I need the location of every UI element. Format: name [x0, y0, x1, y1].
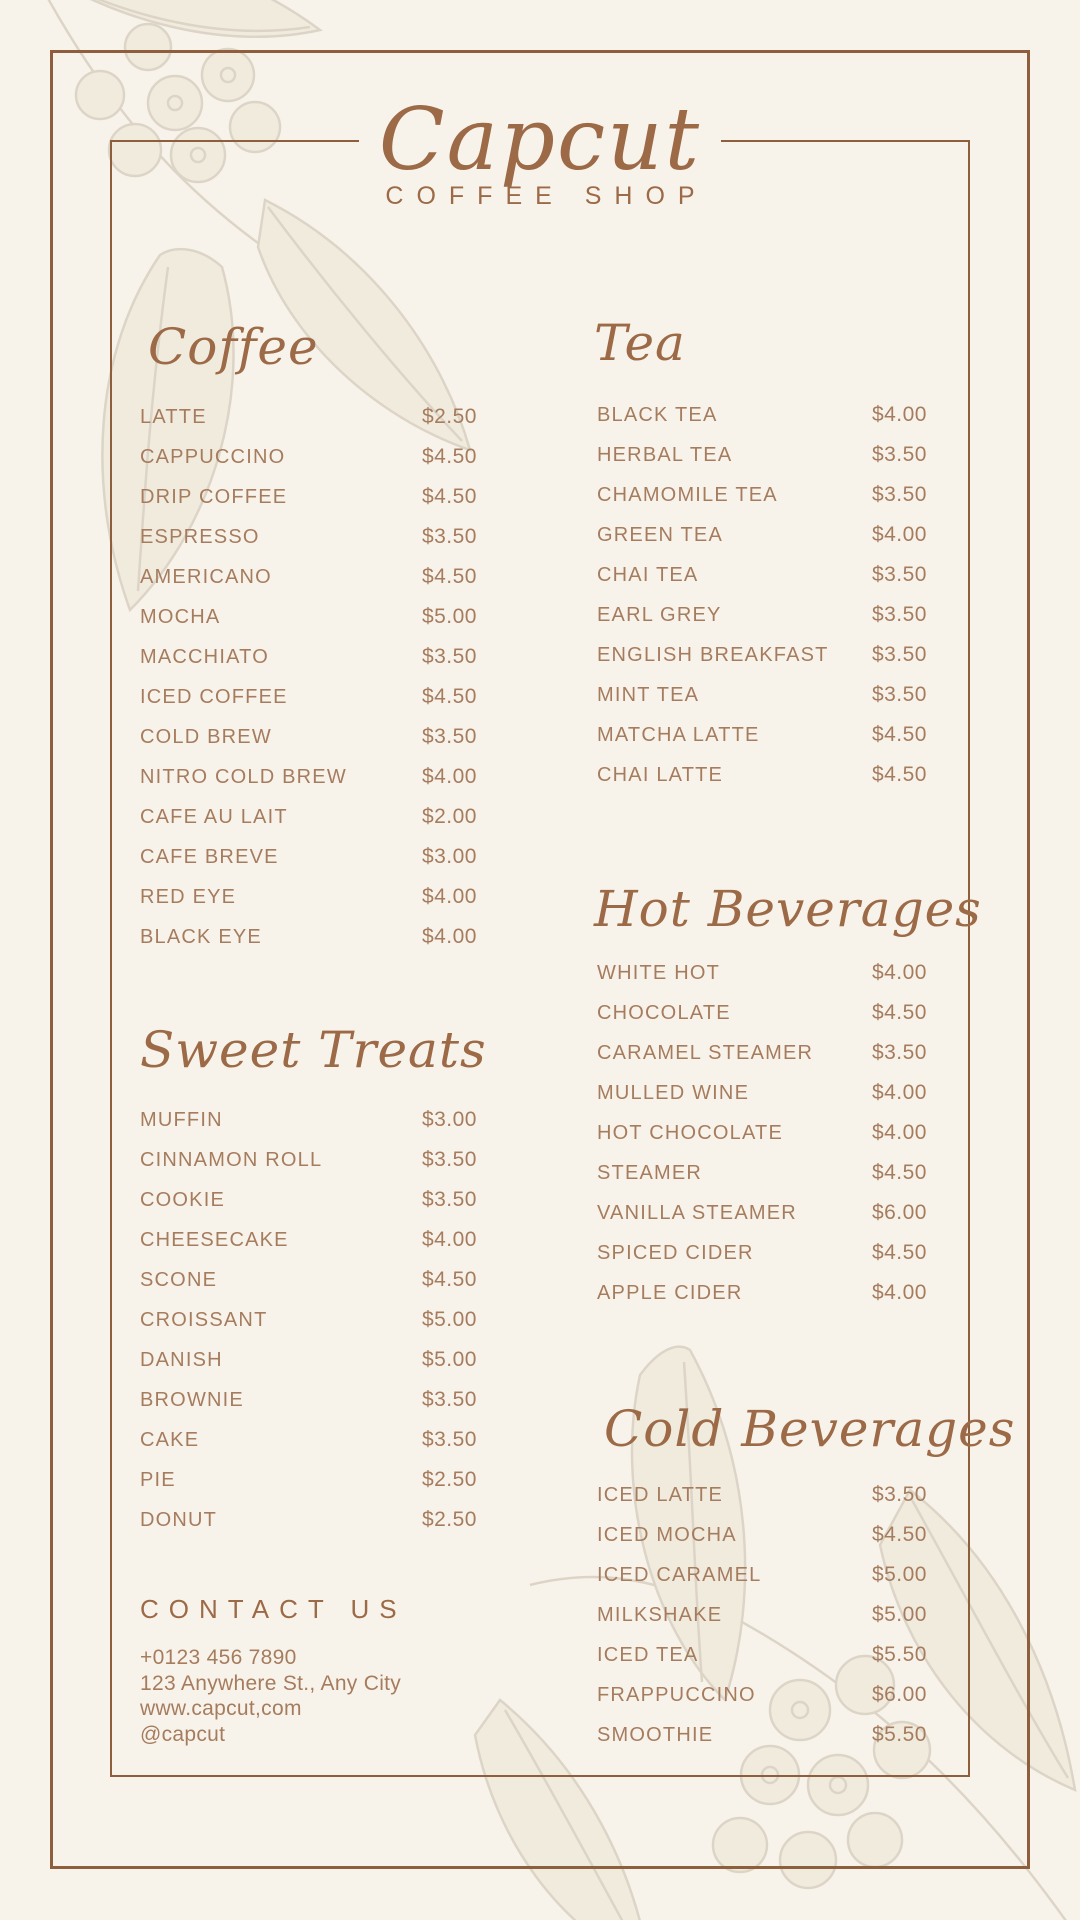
menu-item-price: $4.50: [421, 685, 477, 708]
menu-item-name: CAKE: [140, 1428, 200, 1451]
menu-item-row: [140, 477, 477, 517]
tea-item-list: [597, 395, 927, 795]
menu-item-row: [597, 475, 927, 515]
coffee-section-title: Coffee: [148, 318, 319, 376]
menu-item-name: HERBAL TEA: [597, 443, 733, 466]
menu-item-name: APPLE CIDER: [597, 1281, 743, 1304]
contact-title: CONTACT US: [140, 1594, 407, 1624]
menu-item-name: CARAMEL STEAMER: [597, 1041, 814, 1064]
contact-line: 123 Anywhere St., Any City: [140, 1671, 402, 1695]
menu-item-price: $3.50: [871, 483, 927, 506]
menu-item-name: PIE: [140, 1468, 176, 1491]
menu-item-row: [140, 1340, 477, 1380]
menu-item-name: CINNAMON ROLL: [140, 1148, 323, 1171]
menu-item-name: DANISH: [140, 1348, 223, 1371]
menu-item-price: $2.50: [421, 405, 477, 428]
menu-item-price: $3.50: [421, 525, 477, 548]
menu-item-row: [140, 1300, 477, 1340]
menu-item-row: [597, 635, 927, 675]
menu-item-name: FRAPPUCCINO: [597, 1683, 756, 1706]
menu-item-price: $3.50: [871, 563, 927, 586]
menu-item-row: [597, 395, 927, 435]
menu-item-price: $4.00: [871, 523, 927, 546]
menu-item-row: [597, 1153, 927, 1193]
menu-item-price: $4.50: [871, 763, 927, 786]
menu-item-price: $3.50: [421, 645, 477, 668]
menu-item-name: EARL GREY: [597, 603, 722, 626]
menu-item-price: $3.50: [871, 683, 927, 706]
menu-item-row: [140, 1500, 477, 1540]
menu-item-row: [140, 637, 477, 677]
menu-item-row: [140, 1460, 477, 1500]
menu-item-name: SPICED CIDER: [597, 1241, 754, 1264]
menu-item-name: NITRO COLD BREW: [140, 765, 347, 788]
menu-item-row: [597, 953, 927, 993]
menu-item-price: $4.50: [871, 1523, 927, 1546]
menu-item-price: $5.00: [421, 1348, 477, 1371]
cold-beverages-item-list: [597, 1475, 927, 1755]
menu-item-price: $4.00: [871, 961, 927, 984]
menu-item-row: [140, 437, 477, 477]
menu-item-name: AMERICANO: [140, 565, 272, 588]
menu-item-row: [597, 675, 927, 715]
menu-item-name: COLD BREW: [140, 725, 272, 748]
menu-item-price: $2.50: [421, 1468, 477, 1491]
menu-item-row: [140, 517, 477, 557]
menu-item-name: VANILLA STEAMER: [597, 1201, 797, 1224]
menu-item-name: MATCHA LATTE: [597, 723, 760, 746]
menu-item-price: $5.00: [871, 1603, 927, 1626]
menu-item-row: [597, 595, 927, 635]
menu-item-row: [140, 797, 477, 837]
menu-item-price: $3.50: [421, 1148, 477, 1171]
menu-item-name: DRIP COFFEE: [140, 485, 288, 508]
menu-item-name: CAFE BREVE: [140, 845, 279, 868]
menu-item-price: $3.50: [421, 725, 477, 748]
sweet-treats-section-title: Sweet Treats: [140, 1021, 487, 1079]
menu-item-name: RED EYE: [140, 885, 237, 908]
menu-item-name: BLACK TEA: [597, 403, 718, 426]
menu-item-row: [597, 1033, 927, 1073]
sweet-treats-item-list: [140, 1100, 477, 1540]
menu-item-name: MINT TEA: [597, 683, 700, 706]
menu-item-name: ICED TEA: [597, 1643, 699, 1666]
menu-item-price: $4.50: [421, 445, 477, 468]
menu-item-name: MUFFIN: [140, 1108, 223, 1131]
menu-item-price: $4.00: [871, 403, 927, 426]
menu-item-row: [140, 877, 477, 917]
menu-item-row: [597, 715, 927, 755]
menu-item-name: DONUT: [140, 1508, 218, 1531]
menu-item-price: $5.00: [421, 1308, 477, 1331]
menu-item-name: CHAI LATTE: [597, 763, 724, 786]
menu-item-price: $3.50: [871, 1041, 927, 1064]
menu-item-name: MACCHIATO: [140, 645, 269, 668]
hot-beverages-section-title: Hot Beverages: [594, 880, 982, 938]
menu-item-row: [140, 1180, 477, 1220]
menu-item-row: [140, 1140, 477, 1180]
menu-item-price: $2.00: [421, 805, 477, 828]
menu-item-name: COOKIE: [140, 1188, 225, 1211]
menu-item-name: SMOOTHIE: [597, 1723, 714, 1746]
tea-section-title: Tea: [594, 314, 686, 372]
menu-item-row: [140, 1420, 477, 1460]
menu-item-price: $4.00: [421, 765, 477, 788]
contact-line: www.capcut,com: [140, 1697, 302, 1720]
menu-item-price: $5.50: [871, 1723, 927, 1746]
menu-item-name: CAPPUCCINO: [140, 445, 286, 468]
menu-item-name: CAFE AU LAIT: [140, 805, 288, 828]
shop-type-subtitle: COFFEE SHOP: [385, 182, 708, 210]
menu-item-name: LATTE: [140, 405, 207, 428]
contact-line: @capcut: [140, 1722, 226, 1746]
menu-item-price: $3.50: [871, 643, 927, 666]
menu-item-price: $3.50: [421, 1388, 477, 1411]
menu-item-name: STEAMER: [597, 1161, 703, 1184]
menu-item-name: ICED CARAMEL: [597, 1563, 762, 1586]
menu-item-name: BROWNIE: [140, 1388, 244, 1411]
menu-item-row: [597, 1595, 927, 1635]
menu-item-price: $4.50: [871, 1161, 927, 1184]
cold-beverages-section-title: Cold Beverages: [604, 1400, 1016, 1458]
contact-line: +0123 456 7890: [140, 1646, 297, 1669]
menu-item-row: [597, 993, 927, 1033]
menu-item-price: $4.50: [421, 485, 477, 508]
menu-item-row: [597, 1475, 927, 1515]
coffee-item-list: [140, 397, 477, 957]
menu-item-price: $4.00: [871, 1081, 927, 1104]
menu-item-row: [140, 397, 477, 437]
menu-item-row: [597, 1113, 927, 1153]
menu-item-price: $4.50: [871, 1001, 927, 1024]
menu-item-price: $5.00: [871, 1563, 927, 1586]
menu-item-name: CHEESECAKE: [140, 1228, 289, 1251]
menu-item-price: $4.50: [421, 565, 477, 588]
menu-item-name: ICED MOCHA: [597, 1523, 737, 1546]
menu-item-row: [140, 1260, 477, 1300]
contact-section: [140, 1645, 480, 1747]
menu-item-name: MILKSHAKE: [597, 1603, 723, 1626]
menu-item-row: [597, 1233, 927, 1273]
menu-item-row: [140, 1100, 477, 1140]
menu-item-price: $3.50: [871, 603, 927, 626]
menu-item-price: $5.50: [871, 1643, 927, 1666]
menu-item-price: $4.50: [871, 1241, 927, 1264]
menu-item-row: [140, 677, 477, 717]
menu-item-row: [140, 597, 477, 637]
menu-item-row: [597, 1675, 927, 1715]
menu-item-row: [140, 837, 477, 877]
menu-item-price: $5.00: [421, 605, 477, 628]
menu-item-name: ENGLISH BREAKFAST: [597, 643, 829, 666]
menu-item-price: $4.00: [421, 885, 477, 908]
menu-item-price: $4.00: [871, 1121, 927, 1144]
shop-name: Capcut: [359, 64, 721, 216]
menu-item-name: ICED LATTE: [597, 1483, 724, 1506]
menu-item-row: [597, 1273, 927, 1313]
menu-item-row: [597, 515, 927, 555]
menu-item-name: SCONE: [140, 1268, 218, 1291]
menu-item-row: [140, 1220, 477, 1260]
menu-item-price: $3.50: [421, 1428, 477, 1451]
menu-item-price: $3.50: [421, 1188, 477, 1211]
menu-item-price: $6.00: [871, 1201, 927, 1224]
menu-item-row: [597, 1515, 927, 1555]
menu-item-row: [597, 1193, 927, 1233]
menu-item-row: [140, 557, 477, 597]
menu-item-price: $4.50: [421, 1268, 477, 1291]
menu-item-price: $3.50: [871, 1483, 927, 1506]
menu-item-row: [597, 1555, 927, 1595]
menu-item-price: $3.00: [421, 845, 477, 868]
menu-item-row: [140, 757, 477, 797]
menu-item-name: ESPRESSO: [140, 525, 260, 548]
menu-item-name: MOCHA: [140, 605, 221, 628]
menu-item-row: [597, 1715, 927, 1755]
menu-item-price: $3.00: [421, 1108, 477, 1131]
menu-item-price: $6.00: [871, 1683, 927, 1706]
menu-item-name: BLACK EYE: [140, 925, 262, 948]
menu-item-name: CROISSANT: [140, 1308, 268, 1331]
menu-item-price: $4.00: [421, 1228, 477, 1251]
menu-item-name: GREEN TEA: [597, 523, 724, 546]
menu-item-price: $3.50: [871, 443, 927, 466]
menu-item-row: [597, 1635, 927, 1675]
menu-item-row: [140, 1380, 477, 1420]
menu-item-row: [597, 1073, 927, 1113]
menu-item-row: [597, 435, 927, 475]
menu-item-name: CHAMOMILE TEA: [597, 483, 778, 506]
menu-item-name: HOT CHOCOLATE: [597, 1121, 783, 1144]
menu-item-row: [597, 555, 927, 595]
menu-item-name: CHAI TEA: [597, 563, 699, 586]
menu-item-row: [597, 755, 927, 795]
menu-item-row: [140, 717, 477, 757]
menu-item-price: $2.50: [421, 1508, 477, 1531]
menu-item-name: ICED COFFEE: [140, 685, 288, 708]
menu-item-name: MULLED WINE: [597, 1081, 750, 1104]
menu-item-name: WHITE HOT: [597, 961, 721, 984]
menu-item-price: $4.50: [871, 723, 927, 746]
hot-beverages-item-list: [597, 953, 927, 1313]
menu-item-price: $4.00: [421, 925, 477, 948]
menu-item-row: [140, 917, 477, 957]
menu-item-name: CHOCOLATE: [597, 1001, 731, 1024]
menu-item-price: $4.00: [871, 1281, 927, 1304]
